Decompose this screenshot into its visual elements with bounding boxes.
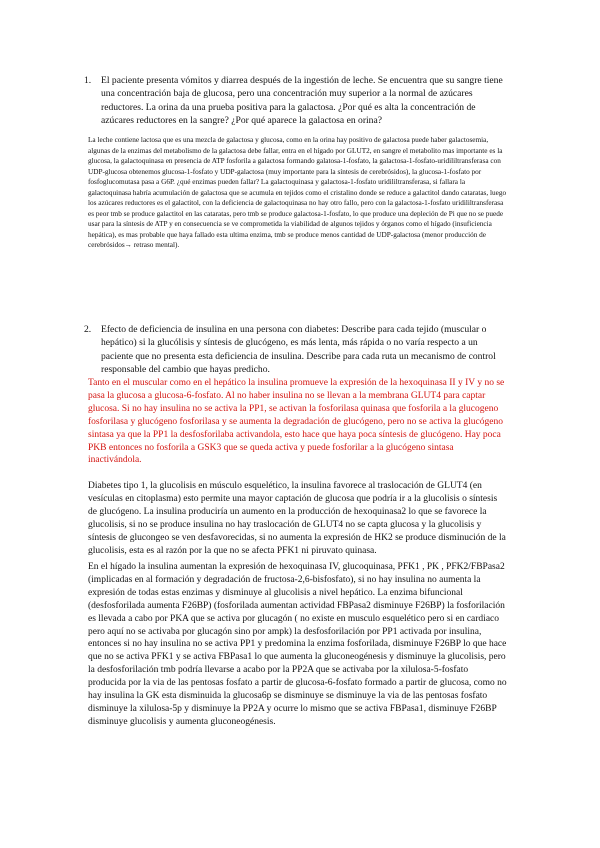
- answer-2-liver: En el hígado la insulina aumentan la expresión de hexoquinasa IV, glucoquinasa, PFK1 , PK , PFK2/FBPasa2 (implicadas en al formación y degradación de fructosa-2,6-bisfosfato), si no hay insulina no aumenta la expresión de todas estas enzimas y disminuye al glucolisis a nivel hepático. La enzima bifuncional (desfosforilada aumenta F26BP) (fosforilada aumentan actividad FBPasa2 disminuye F26BP) la fosforilación es llevada a cabo por PKA que se activa por glucagón ( no existe en musculo esquelético pero si en cardiaco pero aquí no se activaba por glucagón sino por ampk) la desfosforilación por PP1 activada por insulina, entonces si no hay insulina no se activa PP1 y predomina la enzima fosforilada, disminuye F26BP lo que hace que no se activa PFK1 y se activa FBPasa1 lo que aumenta la gluconeogénesis y disminuye la glucolisis, pero la desfosforilación tmb podría llevarse a acabo por la PP2A que se activaba por la xilulosa-5-fosfato producida por la via de las pentosas fosfato a partir de glucosa-6-fosfato formado a partir de glucosa, como no hay insulina la GK esta disminuida la glucosa6p se disminuye se disminuye la via de las pentosas fosfato disminuye la xilulosa-5p y disminuye la PP2A y ocurre lo mismo que se activa FBPasa1, disminuye F26BP disminuye glucolisis y aumenta gluconeogénesis.: [88, 562, 507, 727]
- question-2: [84, 323, 505, 377]
- answer-2-highlighted: Tanto en el muscular como en el hepático la insulina promueve la expresión de la hexoquinasa II y IV y no se pasa la glucosa a glucosa-6-fosfato. Al no haber insulina no se llevan a la membrana GLUT4 para captar glucosa. Si no hay insulina no se activa la PP1, se activan la fosforilasa quinasa que fosforila a la glucogeno fosforilasa y glucógeno fosforilasa y se aumenta la degradación de glucógeno, pero no se activa la glucógeno sintasa ya que la PP1 la desfosforilaba activandola, esto hace que haya poca síntesis de glucógeno. Hay poca PKB entonces no fosforila a GSK3 que se queda activa y puede fosforilar a la glucógeno sintasa inactivándola.: [88, 378, 505, 466]
- answer-1: La leche contiene lactosa que es una mezcla de galactosa y glucosa, como en la orina hay positivo de galactosa puede haber galactosemia, algunas de la enzimas del metabolismo de la galactosa debe fallar, entra en el hígado por GLUT2, en sangre el metabolito mas importante es la glucosa, la galactoquinasa en presencia de ATP fosforila a galactosa formando galatosa-1-fosfato, la galactosa-1-fosfato-uridililtransferasa con UDP-glucosa obtenemos glucosa-1-fosfato y UDP-galactosa (muy importante para la síntesis de cerebrósidos), la glucosa-1-fosfato por fosfoglucomutasa pasa a G6P. ¿qué enzimas pueden fallar? La galactoquinasa y galactosa-1-fosfato uridililtransferasa, si fallara la galactoquinasa habría acumulación de galactosa que se acumula en tejidos como el cristalino donde se reduce a galactitol dando cataratas, luego los azúcares reductores es el galactitol, con la deficiencia de galactoquinasa no hay otro fallo, pero con la galactosa-1-fosfato uridililtransferasa es peor tmb se produce galactitol en las cataratas, pero tmb se produce galactosa-1-fosfato, lo que produce una depleción de Pi que no se puede usar para la síntesis de ATP y en consecuencia se ve comprometida la viabilidad de algunos tejidos y órganos como el hígado (insuficiencia hepática), es mas probable que haya fallado esta ultima enzima, tmb se produce menos cantidad de UDP-galactosa (menor producción de cerebrósidos→ retraso mental).: [88, 136, 507, 250]
- question-2-text: Efecto de deficiencia de insulina en una persona con diabetes: Describe para cada tejido (muscular o hepático) si la glucólisis y síntesis de glucógeno, es más lenta, más rápida o no varía respecto a un paciente que no presenta esta deficiencia de insulina. Describe para cada ruta un mecanismo de control responsable del cambio que hayas predicho.: [101, 324, 496, 376]
- question-1: [84, 74, 505, 128]
- answer-2-diabetes-muscle: Diabetes tipo 1, la glucolisis en músculo esquelético, la insulina favorece al traslocación de GLUT4 (en vesículas en citoplasma) esto permite una mayor captación de glucosa que podría ir a la glucolisis o síntesis de glucógeno. La insulina produciría un aumento en la producción de hexoquinasa2 lo que se favorece la glucolisis, si no se produce insulina no hay traslocación de GLUT4 no se capta glucosa y la glucolisis y síntesis de glucongeo se ven desfavorecidas, si no aumenta la expresión de HK2 se produce disminución de la glucolisis, esta es al razón por la que no se afecta PFK1 ni piruvato quinasa.: [88, 481, 506, 556]
- question-2-number: 2.: [84, 324, 92, 335]
- question-1-text: El paciente presenta vómitos y diarrea después de la ingestión de leche. Se encuentra que su sangre tiene una concentración baja de glucosa, pero una concentración muy superior a la normal de azúcares reductores. La orina da una prueba positiva para la galactosa. ¿Por qué es alta la concentración de azúcares reductores en la sangre? ¿Por qué aparece la galactosa en orina?: [101, 75, 503, 127]
- question-1-number: 1.: [84, 75, 92, 86]
